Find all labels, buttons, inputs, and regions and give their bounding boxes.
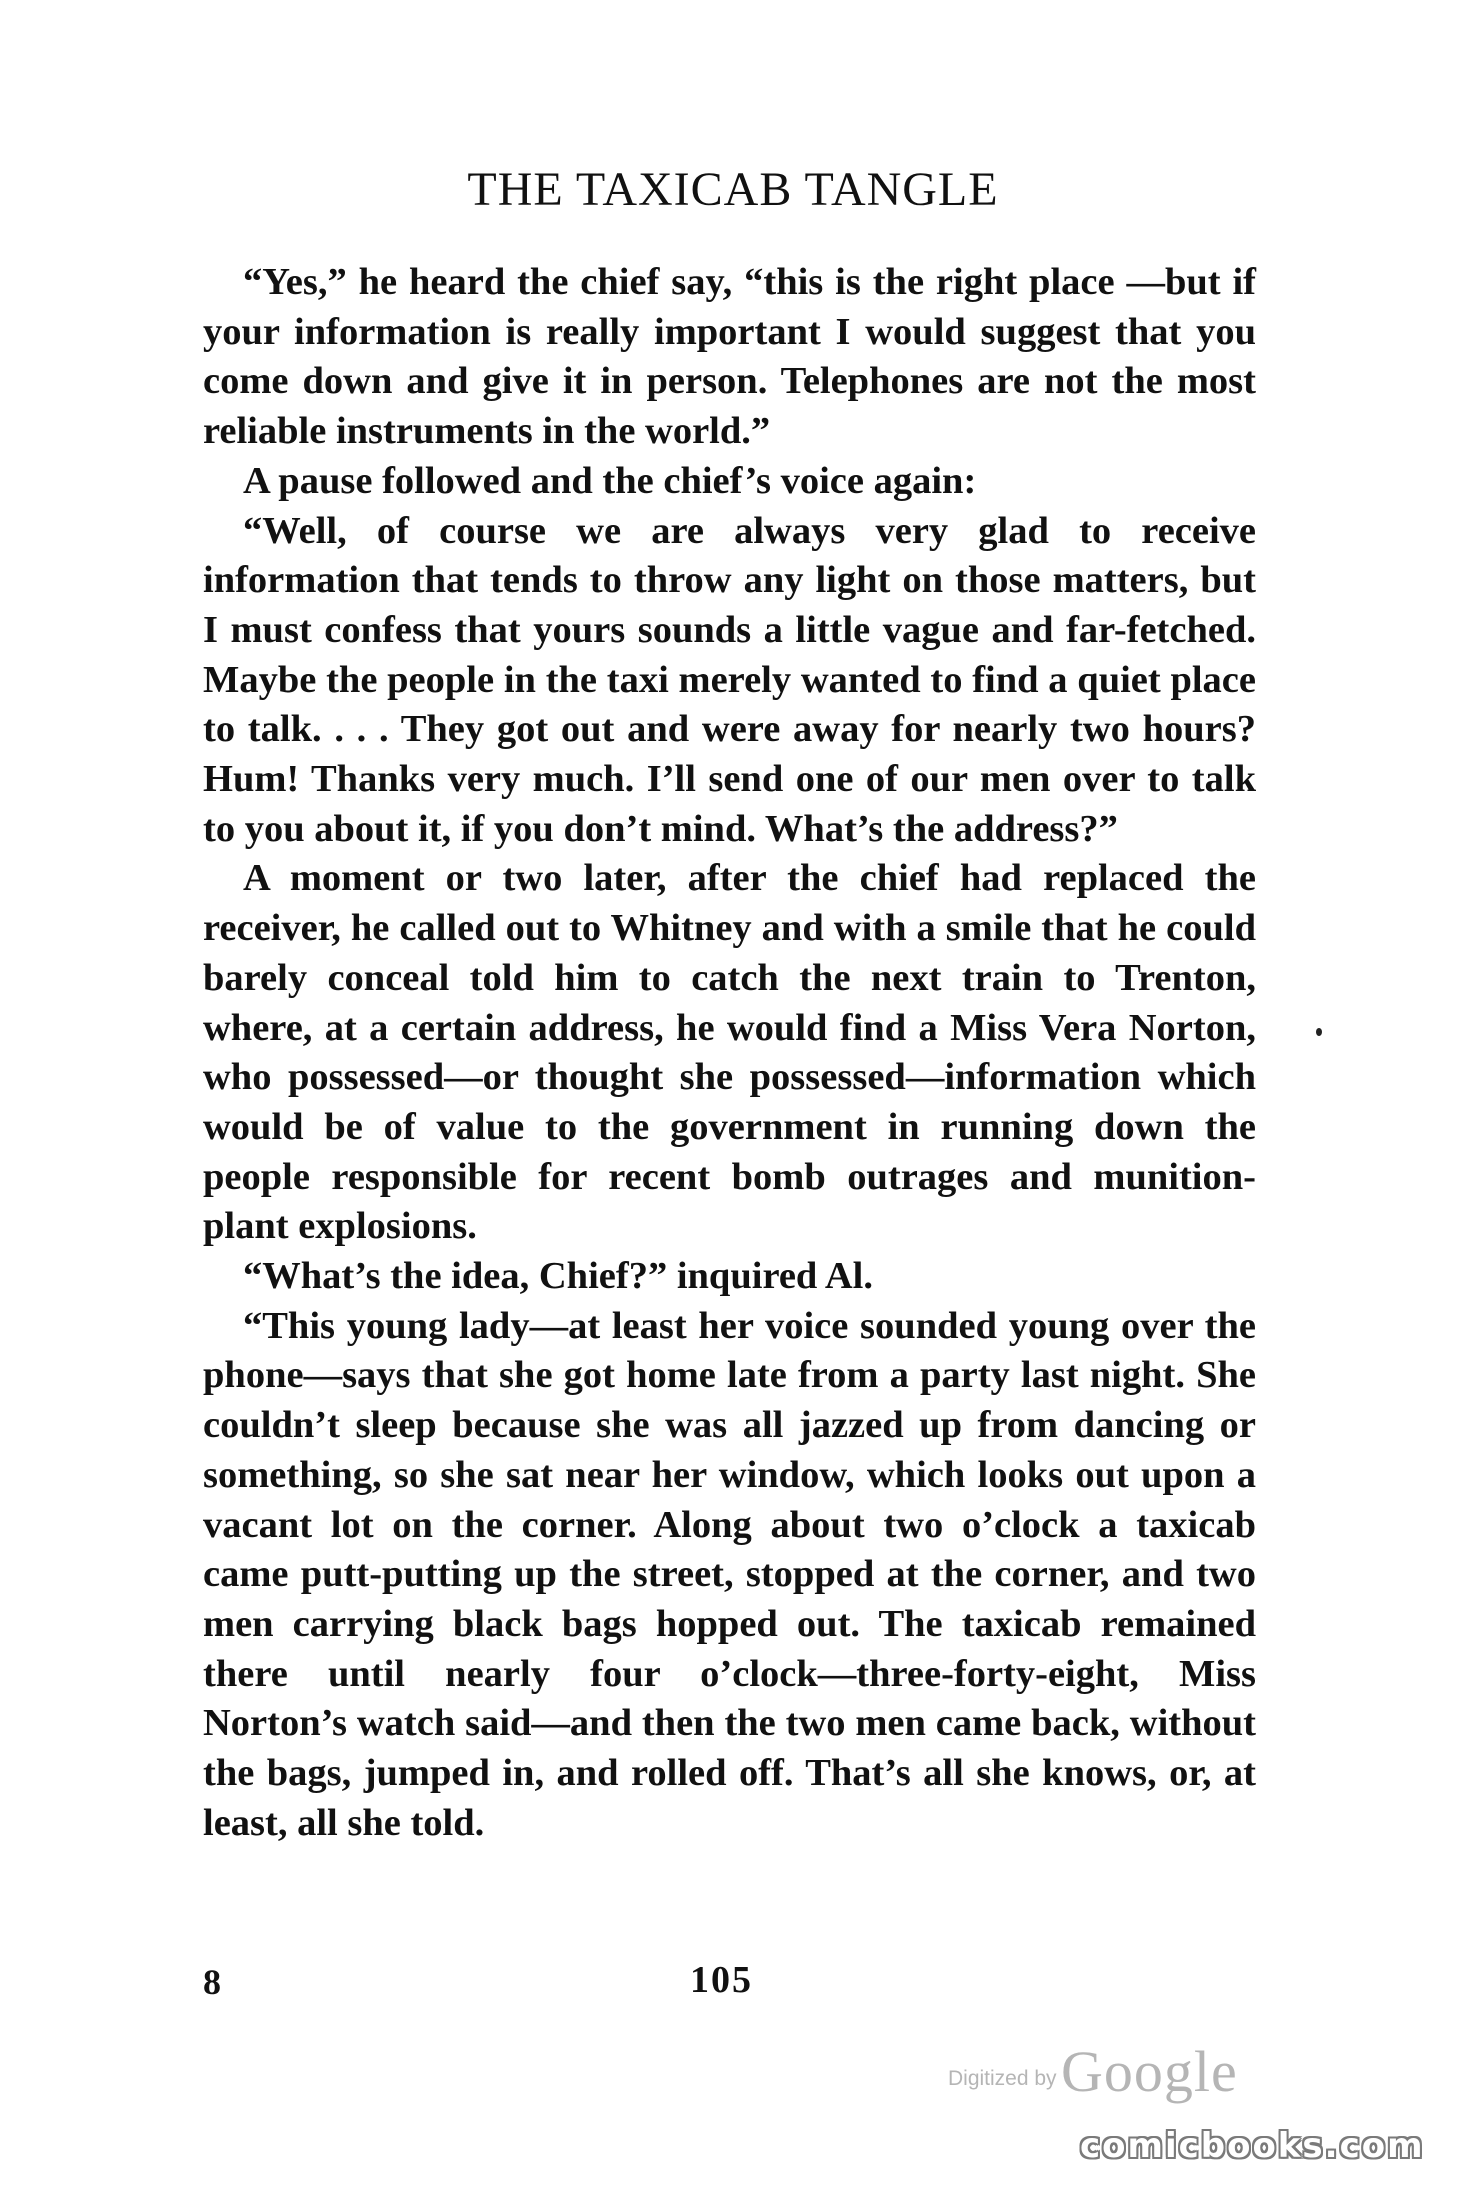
signature-mark: 8: [203, 1962, 221, 2002]
paragraph: “What’s the idea, Chief?” inquired Al.: [243, 1255, 873, 1298]
paragraph: “This young lady—at least her voice sounded young over the phone—says that she got home late from a party last night. She couldn’t sleep because she was all jazzed up from dancing or something, so she sat near her window, which looks out upon a vacant lot on the corner. Along about two o’clock a taxicab came putt-putting up the street, stopped at the corner, and two men carrying black bags hopped out. The taxicab remained there until nearly four o’clock—three-forty-eight, Miss Norton’s watch said—and then the two men came back, without the bags, jumped in, and rolled off. That’s all she knows, or, at least, all she told.: [203, 1304, 1256, 1844]
paragraph: “Well, of course we are always very glad to receive information that tends to throw any light on those matters, but I must confess that yours sounds a little vague and far-fetched. Maybe the people in the taxi merely wanted to find a quiet place to talk. . . . They got out and were away for nearly two hours? Hum! Thanks very much. I’ll send one of our men over to talk to you about it, if you don’t mind. What’s the address?”: [203, 509, 1256, 850]
ink-speck: [1316, 1028, 1322, 1036]
paragraph: “Yes,” he heard the chief say, “this is the right place —but if your information is really important I would suggest that you come down and give it in person. Telephones are not the most reliable instruments in the world.”: [203, 261, 1256, 453]
paragraph: A pause followed and the chief’s voice again:: [243, 459, 977, 502]
digitized-by-google: [948, 2038, 1238, 2105]
body-text: [203, 258, 1256, 1849]
paragraph: A moment or two later, after the chief had replaced the receiver, he called out to Whitney and with a smile that he could barely conceal told him to catch the next train to Trenton, where, at a certain address, he would find a Miss Vera Norton, who possessed—or thought she possessed—information which would be of value to the government in running down the people responsible for recent bomb outrages and munition-plant explosions.: [203, 857, 1256, 1248]
site-watermark: comicbooks.com: [1080, 2126, 1425, 2166]
page-number: 105: [690, 1959, 753, 2001]
google-logo: Google: [1061, 2039, 1238, 2104]
digitized-prefix: Digitized by: [948, 2067, 1057, 2090]
running-title: THE TAXICAB TANGLE: [467, 163, 999, 216]
